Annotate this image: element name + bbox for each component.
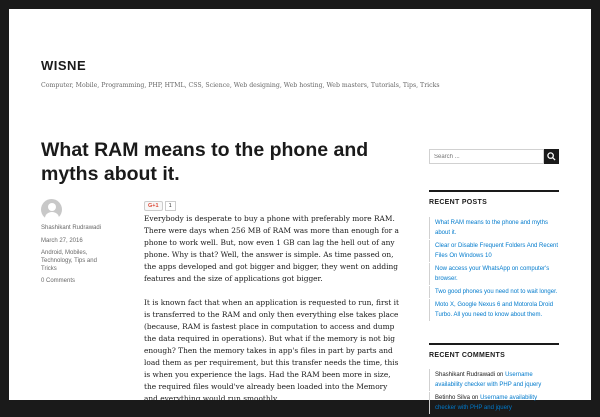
comment-on: on <box>496 372 504 378</box>
avatar-head-shape <box>48 203 56 211</box>
post-comments-link[interactable]: 0 Comments <box>41 278 76 284</box>
google-plus-button[interactable]: G+1 <box>144 201 163 211</box>
site-description: Computer, Mobile, Programming, PHP, HTML, CSS, Science, Web designing, Web hosting, Web masters, Tutorials, Tips, Tricks <box>41 82 440 89</box>
widget-divider <box>429 343 559 345</box>
post-paragraph: It is known fact that when an application is requested to run, first it is transferred to the RAM and only then everything else takes place (because, RAM is fastest place in computation to access and dump the data required in operations). But what if the memory is not big enough? Then the memory takes in app's files in part by parts and load them as per requirement, but this transfer needs the time, this is when you experience the lags. Had the RAM been more in size, the required files would've already been loaded into the Memory and everything would run smoothly. <box>144 298 399 403</box>
comment-author: Shashikant Rudrawadi <box>435 372 496 378</box>
post-categories[interactable]: Android, Mobiles, Technology, Tips and Tricks <box>41 250 97 272</box>
comment-post-link[interactable]: Username availability checker with PHP and jquery <box>435 395 538 411</box>
recent-post-link[interactable]: Now access your WhatsApp on computer's browser. <box>429 263 559 285</box>
site-title[interactable]: WISNE <box>41 58 87 73</box>
recent-comments-list <box>429 369 559 415</box>
search-form <box>429 149 559 164</box>
page <box>9 9 591 411</box>
comment-author: Betinho Silva <box>435 395 471 401</box>
recent-post-link[interactable]: Two good phones you need not to wait longer. <box>429 286 559 298</box>
post-author-link[interactable]: Shashikant Rudrawadi <box>41 225 102 231</box>
recent-posts-list <box>429 217 559 322</box>
comment-post-link[interactable]: Username availability checker with PHP and jquery <box>435 372 542 388</box>
post-content <box>144 213 402 417</box>
post-title[interactable]: What RAM means to the phone and myths about it. <box>41 139 369 185</box>
avatar[interactable] <box>41 199 62 220</box>
recent-posts-title: RECENT POSTS <box>429 199 488 206</box>
google-plus-count: 1 <box>165 201 176 211</box>
recent-post-link[interactable]: Clear or Disable Frequent Folders And Recent Files On Windows 10 <box>429 240 559 262</box>
comment-on: on <box>471 395 479 401</box>
search-input[interactable] <box>429 149 544 164</box>
recent-post-link[interactable]: What RAM means to the phone and myths about it. <box>429 217 559 239</box>
search-icon <box>547 152 556 161</box>
widget-divider <box>429 190 559 192</box>
google-plus-widget <box>144 201 176 211</box>
recent-comment-item <box>429 392 559 414</box>
recent-post-link[interactable]: Moto X, Google Nexus 6 and Motorola Droid Turbo. All you need to know about them. <box>429 299 559 321</box>
avatar-body-shape <box>45 212 59 224</box>
recent-comments-title: RECENT COMMENTS <box>429 352 506 359</box>
post-paragraph: Everybody is desperate to buy a phone with preferably more RAM. There were days when 256 MB of RAM was more than enough for a phone to work well. But, now even 1 GB can lag the hell out of any phone. Why is that? Well, the answer is simple. As time passed on, the apps developed and got bigger and bigger, they went on adding features and the size of applications got bigger. <box>144 214 399 283</box>
post-date-link[interactable]: March 27, 2016 <box>41 238 83 244</box>
recent-comment-item <box>429 369 559 391</box>
search-button[interactable] <box>544 149 559 164</box>
